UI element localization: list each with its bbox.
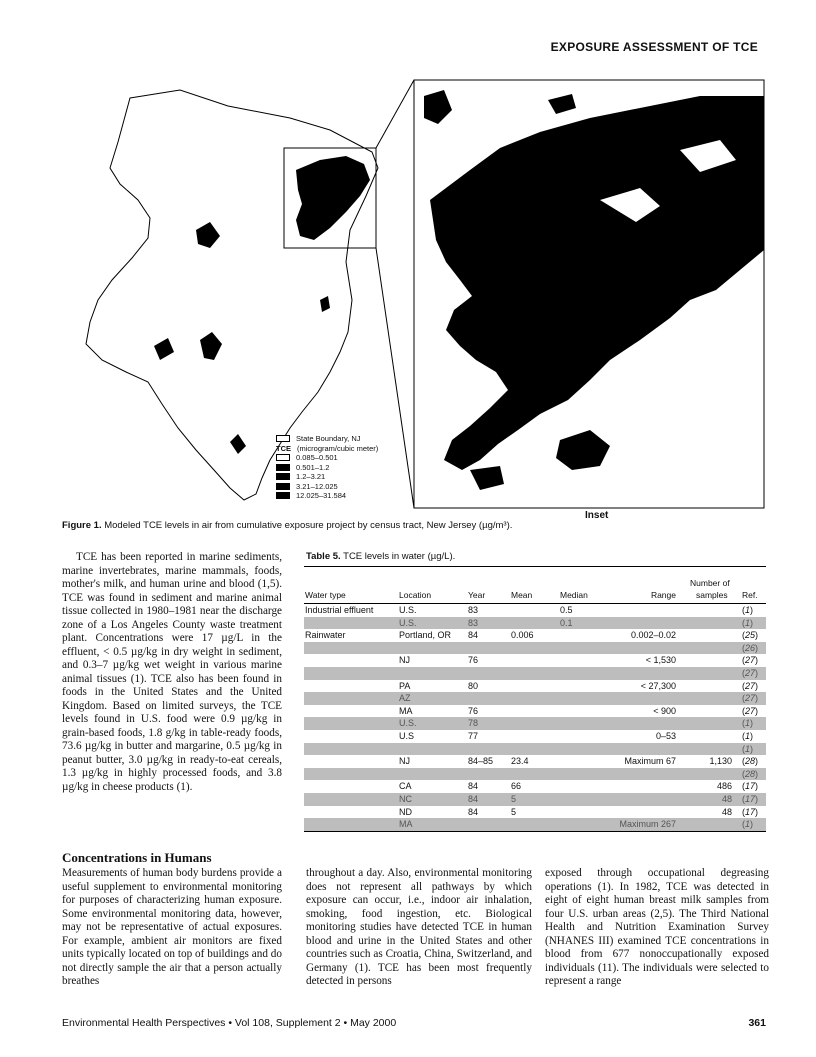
body-column-1 [62, 867, 282, 989]
map-legend [276, 434, 378, 501]
table-cell-year: 84 [468, 793, 479, 804]
table-cell-location: U.S. [399, 605, 417, 615]
table-row [304, 806, 766, 819]
table-cell-location: AZ [399, 693, 411, 704]
table-cell-num: 1,130 [709, 756, 732, 767]
table-cell-ref-value: 1 [745, 718, 751, 729]
table-cell-ref-value: 1 [745, 743, 751, 754]
table-cell-range: 0.002–0.02 [630, 630, 676, 641]
table-cell-ref-value: 25 [745, 630, 756, 641]
legend-class-swatch [276, 473, 290, 480]
table-row [304, 780, 766, 793]
table-cell-year: 83 [468, 605, 479, 615]
table-cell-location: ND [399, 806, 412, 817]
table-cell-year: 84–85 [468, 756, 494, 767]
table-cell-mean: 5 [511, 793, 517, 804]
table-cell-mean: 23.4 [511, 756, 529, 767]
table-cell-ref: (27) [742, 655, 759, 666]
col3-paragraph: exposed through occupational degreasing operations (1). In 1982, TCE was detected in eight of eight human breast milk samples from four U.S. urban areas (2,5). The Third National Health and Nutrition Examination Survey (NHANES III) examined TCE concentrations in blood from 677 nonoccupationally exposed individuals (11). The individuals were selected to represent a range [545, 867, 769, 987]
table-cell-ref: (28) [742, 768, 759, 779]
table-cell-ref: (25) [742, 630, 759, 641]
table-cell-ref-value: 27 [745, 655, 756, 666]
table-title-label: Table 5. [306, 551, 341, 562]
figure-caption [62, 520, 762, 531]
table-cell-mean: 66 [511, 781, 522, 792]
table-row [304, 818, 766, 831]
table-row [304, 667, 766, 680]
table-cell-ref-value: 17 [745, 806, 756, 817]
table-cell-year: 84 [468, 630, 479, 641]
table-row [304, 768, 766, 781]
th-number-line2: samples [696, 590, 728, 600]
legend-class-row [276, 463, 378, 473]
legend-classes [276, 453, 378, 501]
table-cell-ref-value: 27 [745, 693, 756, 704]
table-cell-location: NJ [399, 756, 410, 767]
table-cell-mean: 0.006 [511, 630, 534, 641]
table-cell-ref-value: 27 [745, 680, 756, 691]
table-cell-location: MA [399, 705, 413, 716]
table-cell-ref: (27) [742, 693, 759, 704]
inset-label: Inset [585, 510, 609, 521]
intro-paragraph: TCE has been reported in marine sediments, marine invertebrates, marine mammals, foods, mother's milk, and human urine and blood (1,5). TCE was found in sediment and marine animal tissue collected in 1980–1981 near the discharge zone of a Los Angeles County waste treatment plant. Concentrations were 17 µg/L in the effluent, < 0.5 µg/kg in dry weight in sediment, and 0.3–7 µg/kg wet weight in various marine animal tissues (1). TCE also has been found in foods in the United States and the United Kingdom. Based on limited surveys, the TCE levels found in U.S. food were 0.9 µg/kg in grain-based foods, 1.8 g/kg in table-ready foods, 73.6 µg/kg in butter and margarine, 0.5 µg/kg in peanut butter, 3.0 µg/kg in ready-to-eat cereals, 1.3 µg/kg in highly processed foods, and 3.8 µg/kg in cheese products (1). [62, 551, 282, 793]
table-title [306, 551, 455, 562]
table-row [304, 793, 766, 806]
table-cell-ref-value: 17 [745, 793, 756, 804]
table-cell-location: MA [399, 819, 413, 830]
table-cell-ref: (17) [742, 806, 759, 817]
table-cell-median: 0.1 [560, 617, 573, 628]
table-cell-range: < 900 [653, 705, 676, 716]
legend-class-swatch [276, 483, 290, 490]
running-title: EXPOSURE ASSESSMENT OF TCE [550, 40, 758, 54]
table-cell-year: 78 [468, 718, 479, 729]
table-cell-ref-value: 1 [745, 617, 751, 628]
table-row [304, 604, 766, 617]
tce-water-table [304, 566, 766, 832]
table-row [304, 680, 766, 693]
body-column-2 [306, 867, 532, 989]
th-ref: Ref. [742, 590, 758, 600]
table-cell-location: NJ [399, 655, 410, 666]
legend-class-row [276, 472, 378, 482]
legend-class-label: 0.501–1.2 [296, 462, 330, 472]
table-body [304, 604, 766, 831]
table-cell-location: PA [399, 680, 411, 691]
table-cell-ref: (1) [742, 730, 754, 741]
table-cell-ref: (27) [742, 705, 759, 716]
table-row [304, 730, 766, 743]
legend-boundary-row [276, 434, 378, 444]
table-cell-ref: (1) [742, 605, 754, 615]
legend-units: (microgram/cubic meter) [297, 443, 379, 453]
table-row [304, 755, 766, 768]
legend-boundary-label: State Boundary, NJ [296, 434, 361, 443]
table-row [304, 743, 766, 756]
legend-class-swatch [276, 492, 290, 499]
table-cell-ref: (17) [742, 781, 759, 792]
table-cell-location: NC [399, 793, 412, 804]
table-cell-year: 80 [468, 680, 479, 691]
footer-journal: Environmental Health Perspectives • Vol 108, Supplement 2 • May 2000 [62, 1017, 397, 1029]
table-cell-type: Rainwater [305, 630, 346, 641]
table-cell-ref: (1) [742, 743, 754, 754]
table-cell-ref-value: 1 [745, 605, 751, 615]
legend-class-swatch [276, 454, 290, 461]
table-row [304, 705, 766, 718]
table-header [304, 567, 766, 604]
table-row [304, 717, 766, 730]
table-cell-ref-value: 28 [745, 768, 756, 779]
legend-class-row [276, 491, 378, 501]
table-cell-ref: (1) [742, 718, 754, 729]
table-cell-year: 76 [468, 655, 479, 666]
table-cell-ref: (27) [742, 680, 759, 691]
body-column-3 [545, 867, 769, 989]
legend-class-row [276, 453, 378, 463]
table-cell-location: U.S [399, 730, 415, 741]
legend-class-label: 1.2–3.21 [296, 472, 326, 481]
legend-class-label: 0.085–0.501 [296, 453, 338, 462]
th-mean: Mean [511, 590, 533, 600]
table-cell-ref: (26) [742, 642, 759, 653]
figure-caption-text: Modeled TCE levels in air from cumulative exposure project by census tract, New Jersey (µg/m³). [101, 520, 513, 531]
table-cell-mean: 5 [511, 806, 517, 817]
th-median: Median [560, 590, 588, 600]
table-cell-ref: (27) [742, 667, 759, 678]
table-cell-location: CA [399, 781, 412, 792]
table-cell-ref: (17) [742, 793, 759, 804]
legend-boundary-swatch [276, 435, 290, 442]
legend-class-row [276, 482, 378, 492]
table-title-text: TCE levels in water (µg/L). [340, 551, 456, 562]
th-water-type: Water type [305, 590, 346, 600]
legend-class-swatch [276, 464, 290, 471]
th-year: Year [468, 590, 486, 600]
table-cell-ref-value: 27 [745, 667, 756, 678]
th-number-line1: Number of [690, 578, 730, 588]
table-cell-range: 0–53 [655, 730, 676, 741]
table-cell-range: < 1,530 [645, 655, 676, 666]
table-cell-ref: (1) [742, 617, 754, 628]
table-cell-ref-value: 1 [745, 819, 751, 830]
table-cell-ref-value: 17 [745, 781, 756, 792]
table-cell-median: 0.5 [560, 605, 573, 615]
th-location: Location [399, 590, 432, 600]
table-row [304, 629, 766, 642]
col2-paragraph: throughout a day. Also, environmental monitoring does not represent all pathways by which exposure can occur, i.e., indoor air inhalation, smoking, food ingestion, etc. Biological monitoring studies have detected TCE in human blood and urine in the United States and other countries such as Croatia, China, Switzerland, and Germany (1). TCE has been most frequently detected in persons [306, 867, 532, 987]
table-cell-ref-value: 26 [745, 642, 756, 653]
table-row [304, 617, 766, 630]
footer-page-number: 361 [748, 1017, 766, 1029]
table-cell-location: U.S. [399, 718, 417, 729]
table-cell-range: Maximum 67 [624, 756, 676, 767]
table-cell-year: 76 [468, 705, 479, 716]
section-heading: Concentrations in Humans [62, 850, 212, 865]
table-cell-year: 77 [468, 730, 479, 741]
th-range: Range [650, 590, 676, 600]
table-cell-ref: (1) [742, 819, 754, 830]
figure-caption-label: Figure 1. [62, 520, 102, 531]
table-cell-num: 486 [716, 781, 732, 792]
table-cell-year: 84 [468, 806, 479, 817]
col1-paragraph: Measurements of human body burdens provide a useful supplement to environmental monitoring for purposes of characterizing human exposure. Some environmental monitoring data, however, may not be representative of actual exposures. For example, ambient air monitors are fixed units typically located on top of buildings and do not directly sample the air that a person actually breathes [62, 867, 282, 987]
table-cell-ref-value: 1 [745, 730, 751, 741]
table-cell-range: Maximum 267 [619, 819, 676, 830]
table-row [304, 692, 766, 705]
table-cell-year: 83 [468, 617, 479, 628]
table-cell-num: 48 [721, 793, 732, 804]
table-row [304, 642, 766, 655]
legend-class-label: 12.025–31.584 [296, 491, 347, 500]
table-cell-location: U.S. [399, 617, 417, 628]
table-cell-range: < 27,300 [640, 680, 676, 691]
legend-class-label: 3.21–12.025 [296, 481, 338, 491]
table-cell-ref-value: 28 [745, 756, 756, 767]
table-cell-ref: (28) [742, 756, 759, 767]
table-cell-num: 48 [721, 806, 732, 817]
body-column-left-top [62, 551, 282, 794]
table-cell-type: Industrial effluent [305, 605, 374, 615]
legend-tce-label: TCE [276, 443, 291, 453]
legend-tce-row [276, 444, 378, 454]
table-cell-year: 84 [468, 781, 479, 792]
table-row [304, 654, 766, 667]
table-cell-ref-value: 27 [745, 705, 756, 716]
table-cell-location: Portland, OR [399, 630, 452, 641]
